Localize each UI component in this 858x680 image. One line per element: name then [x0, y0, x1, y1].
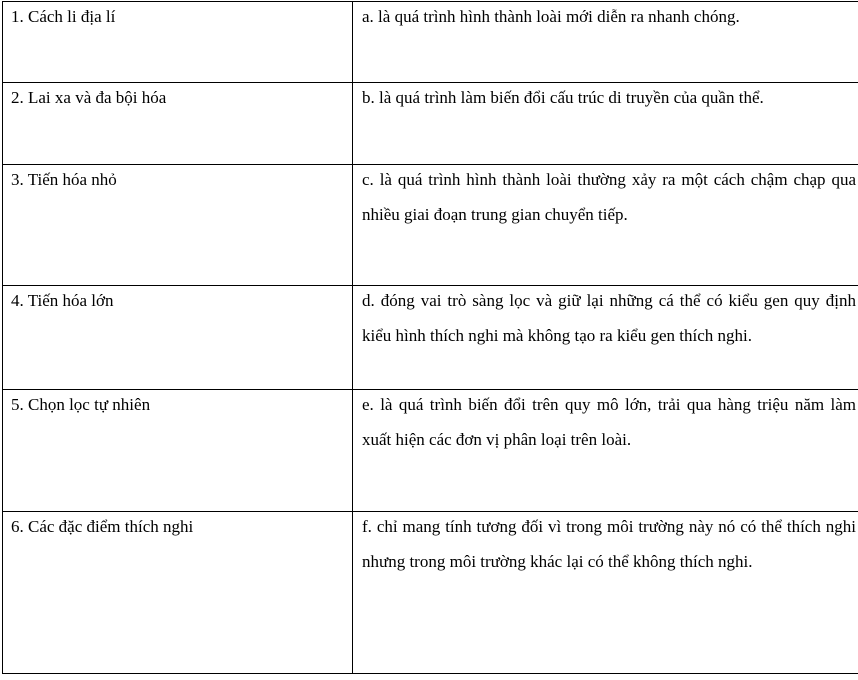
definition-text: a. là quá trình hình thành loài mới diễn ra nhanh chóng.	[362, 7, 740, 26]
table-row	[3, 286, 858, 390]
definition-cell	[353, 83, 858, 165]
definition-cell	[353, 512, 858, 674]
matching-table	[2, 1, 858, 674]
term-text: 2. Lai xa và đa bội hóa	[11, 88, 167, 107]
term-cell	[3, 512, 353, 674]
term-cell	[3, 286, 353, 390]
definition-cell	[353, 165, 858, 286]
table-row	[3, 2, 858, 83]
definition-text: b. là quá trình làm biến đổi cấu trúc di truyền của quần thể.	[362, 88, 764, 107]
definition-text: f. chỉ mang tính tương đối vì trong môi trường này nó có thể thích nghi nhưng trong môi trường khác lại có thể không thích nghi.	[362, 517, 856, 571]
definition-cell	[353, 390, 858, 512]
definition-cell	[353, 286, 858, 390]
term-cell	[3, 83, 353, 165]
table-row	[3, 83, 858, 165]
definition-cell	[353, 2, 858, 83]
table-row	[3, 165, 858, 286]
table-row	[3, 390, 858, 512]
term-cell	[3, 165, 353, 286]
term-text: 3. Tiến hóa nhỏ	[11, 170, 117, 189]
term-text: 4. Tiến hóa lớn	[11, 291, 114, 310]
term-cell	[3, 390, 353, 512]
definition-text: e. là quá trình biến đổi trên quy mô lớn, trải qua hàng triệu năm làm xuất hiện các đơn vị phân loại trên loài.	[362, 395, 856, 449]
table-row	[3, 512, 858, 674]
term-text: 6. Các đặc điểm thích nghi	[11, 517, 194, 536]
definition-text: c. là quá trình hình thành loài thường xảy ra một cách chậm chạp qua nhiều giai đoạn trung gian chuyển tiếp.	[362, 170, 856, 224]
term-text: 1. Cách li địa lí	[11, 7, 116, 26]
term-text: 5. Chọn lọc tự nhiên	[11, 395, 151, 414]
term-cell	[3, 2, 353, 83]
definition-text: d. đóng vai trò sàng lọc và giữ lại những cá thể có kiểu gen quy định kiểu hình thích nghi mà không tạo ra kiểu gen thích nghi.	[362, 291, 856, 345]
